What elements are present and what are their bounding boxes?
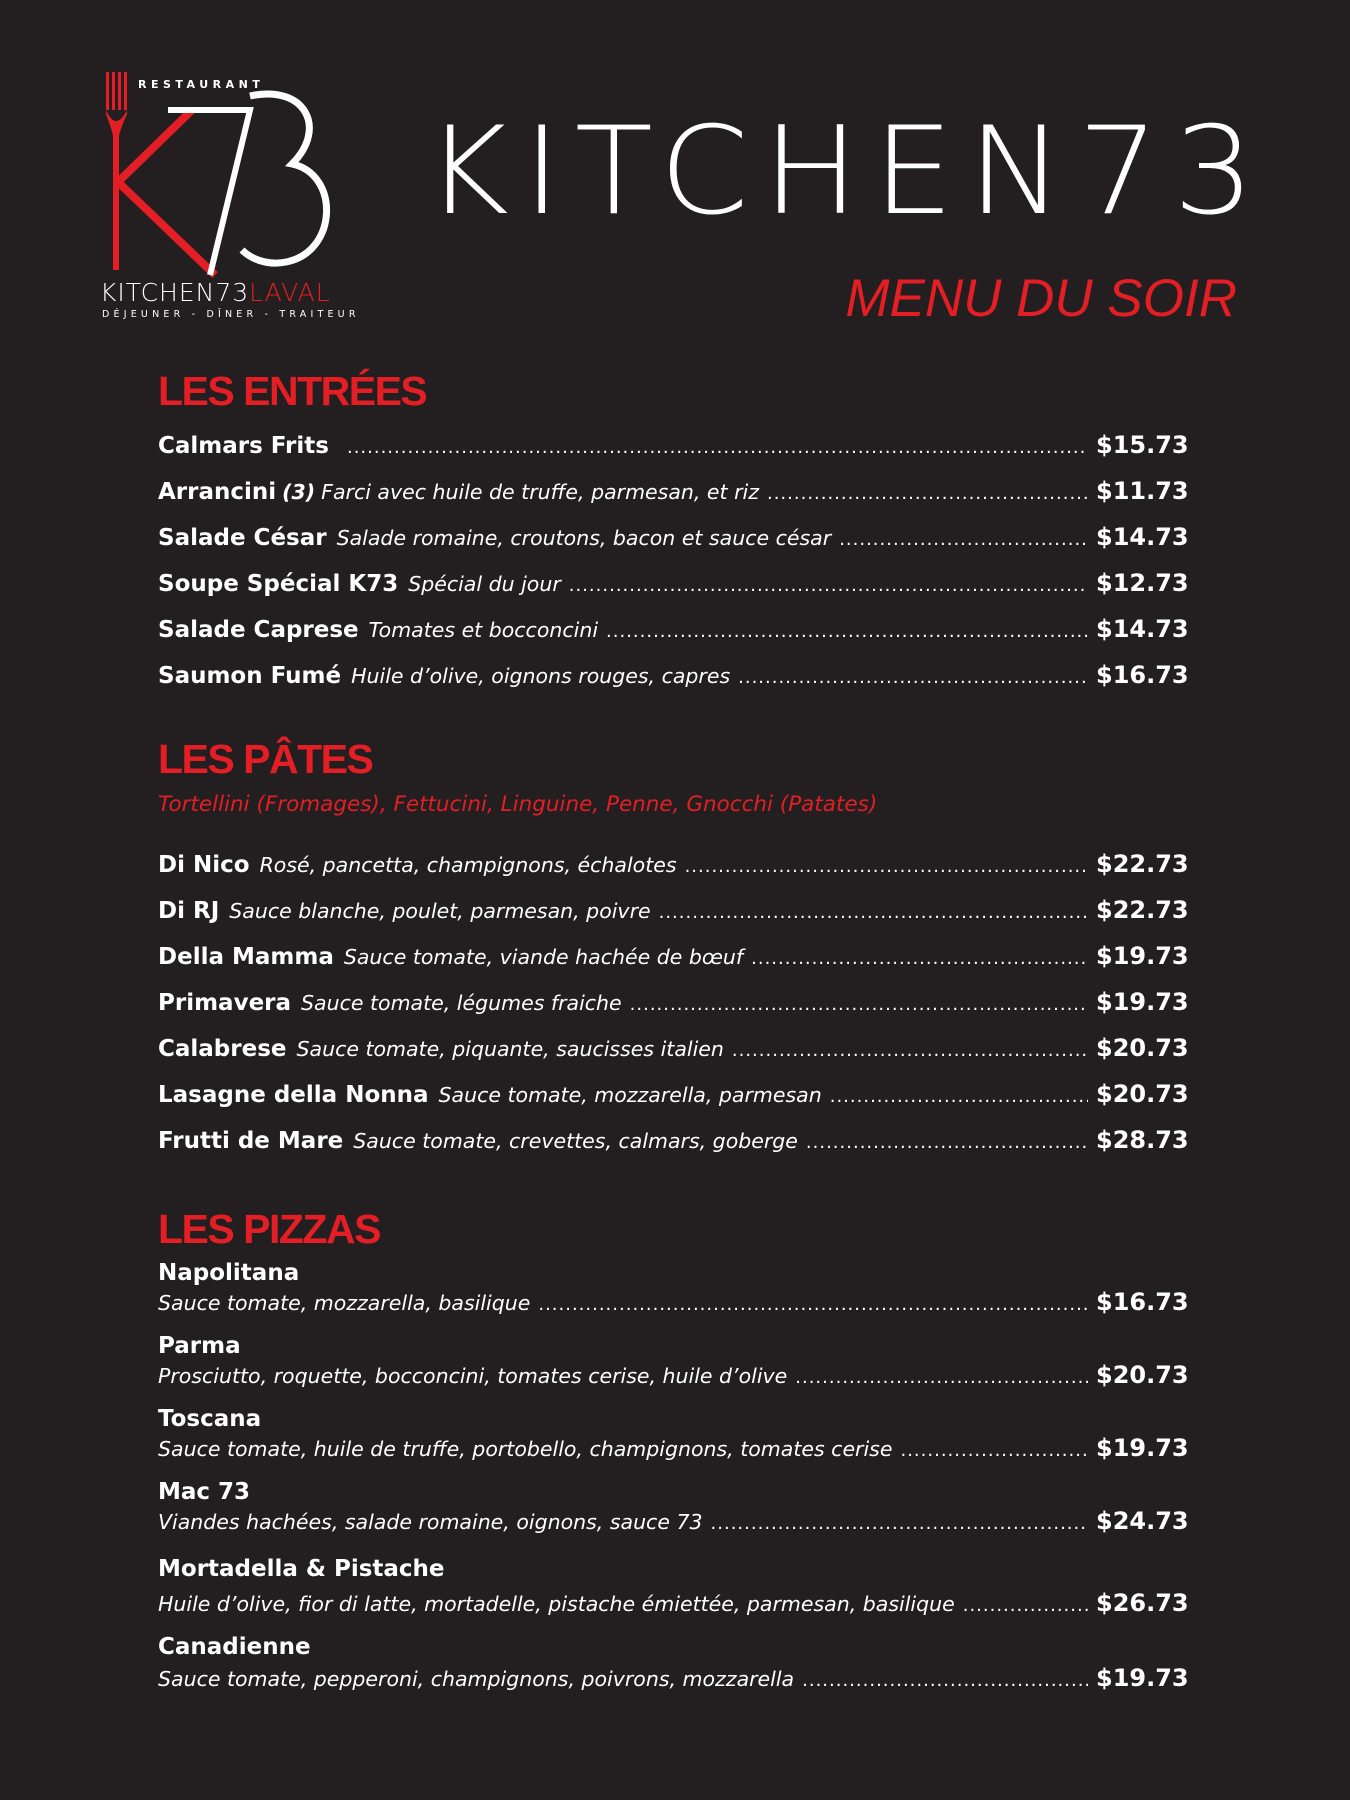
item-price: $20.73 bbox=[1096, 1034, 1189, 1062]
item-name: Calabrese bbox=[158, 1036, 287, 1062]
dot-leader bbox=[732, 1040, 1088, 1061]
menu-item bbox=[158, 1034, 1188, 1068]
item-desc: Farci avec huile de truffe, parmesan, et riz bbox=[321, 480, 759, 504]
menu-item bbox=[158, 477, 1188, 511]
pizza-detail-row bbox=[158, 1434, 1188, 1462]
item-name: Di Nico bbox=[158, 852, 250, 878]
item-price: $11.73 bbox=[1096, 477, 1189, 505]
pizza-detail-row bbox=[158, 1361, 1188, 1389]
item-price: $20.73 bbox=[1096, 1080, 1189, 1108]
item-price: $22.73 bbox=[1096, 896, 1189, 924]
dot-leader bbox=[767, 483, 1088, 504]
item-qty: (3) bbox=[282, 480, 316, 504]
dot-leader bbox=[839, 529, 1088, 550]
item-name: Saumon Fumé bbox=[158, 663, 342, 689]
menu-item bbox=[158, 1080, 1188, 1114]
item-name: Soupe Spécial K73 bbox=[158, 571, 399, 597]
pizza-name: Canadienne bbox=[158, 1634, 311, 1660]
pizza-name: Parma bbox=[158, 1333, 241, 1359]
item-name: Calmars Frits bbox=[158, 433, 329, 459]
item-price: $24.73 bbox=[1096, 1507, 1189, 1535]
item-desc: Huile d’olive, oignons rouges, capres bbox=[351, 664, 731, 688]
item-desc: Tomates et bocconcini bbox=[368, 618, 599, 642]
k73-monogram-icon bbox=[100, 70, 370, 280]
menu-item bbox=[158, 615, 1188, 649]
menu-item bbox=[158, 1126, 1188, 1160]
menu-item bbox=[158, 661, 1188, 695]
menu-item bbox=[158, 850, 1188, 884]
item-name: Arrancini bbox=[158, 479, 277, 505]
item-price: $16.73 bbox=[1096, 661, 1189, 689]
item-name: Lasagne della Nonna bbox=[158, 1082, 429, 1108]
dot-leader bbox=[538, 1294, 1088, 1315]
dot-leader bbox=[685, 856, 1088, 877]
section-title-pates: LES PÂTES bbox=[158, 736, 373, 782]
dot-leader bbox=[630, 994, 1088, 1015]
item-desc: Viandes hachées, salade romaine, oignons, sauce 73 bbox=[158, 1510, 703, 1534]
item-desc: Spécial du jour bbox=[408, 572, 561, 596]
item-desc: Huile d’olive, fior di latte, mortadelle, pistache émiettée, parmesan, basilique bbox=[158, 1592, 955, 1616]
item-price: $12.73 bbox=[1096, 569, 1189, 597]
pizza-name: Napolitana bbox=[158, 1260, 300, 1286]
item-desc: Salade romaine, croutons, bacon et sauce césar bbox=[336, 526, 832, 550]
dot-leader bbox=[347, 437, 1088, 458]
menu-item bbox=[158, 942, 1188, 976]
item-desc: Sauce tomate, crevettes, calmars, goberge bbox=[353, 1129, 798, 1153]
item-desc: Sauce tomate, mozzarella, basilique bbox=[158, 1291, 531, 1315]
item-name: Salade Caprese bbox=[158, 617, 359, 643]
item-price: $14.73 bbox=[1096, 615, 1189, 643]
dot-leader bbox=[900, 1440, 1088, 1461]
restaurant-logo bbox=[100, 70, 370, 330]
menu-item bbox=[158, 569, 1188, 603]
item-desc: Sauce tomate, légumes fraiche bbox=[301, 991, 622, 1015]
menu-item bbox=[158, 431, 1188, 465]
item-name: Primavera bbox=[158, 990, 292, 1016]
section-title-entrees: LES ENTRÉES bbox=[158, 368, 427, 414]
dot-leader bbox=[606, 621, 1088, 642]
item-price: $20.73 bbox=[1096, 1361, 1189, 1389]
menu-subtitle: MENU DU SOIR bbox=[845, 269, 1237, 328]
dot-leader bbox=[802, 1670, 1088, 1691]
dot-leader bbox=[659, 902, 1088, 923]
logo-restaurant-label: RESTAURANT bbox=[138, 78, 265, 91]
menu-item bbox=[158, 523, 1188, 557]
brand-title: KITCHEN73 bbox=[425, 100, 1269, 243]
item-price: $22.73 bbox=[1096, 850, 1189, 878]
item-price: $19.73 bbox=[1096, 1434, 1189, 1462]
item-desc: Prosciutto, roquette, bocconcini, tomates cerise, huile d’olive bbox=[158, 1364, 788, 1388]
pizza-name: Toscana bbox=[158, 1406, 262, 1432]
item-price: $26.73 bbox=[1096, 1589, 1189, 1617]
dot-leader bbox=[963, 1595, 1088, 1616]
logo-name-red: LAVAL bbox=[249, 278, 331, 307]
pasta-types-note: Tortellini (Fromages), Fettucini, Linguine, Penne, Gnocchi (Patates) bbox=[158, 792, 878, 817]
item-desc: Sauce tomate, viande hachée de bœuf bbox=[343, 945, 744, 969]
item-desc: Sauce tomate, huile de truffe, portobello, champignons, tomates cerise bbox=[158, 1437, 893, 1461]
pizza-detail-row bbox=[158, 1664, 1188, 1692]
item-name: Della Mamma bbox=[158, 944, 334, 970]
dot-leader bbox=[569, 575, 1088, 596]
dot-leader bbox=[711, 1513, 1088, 1534]
item-price: $19.73 bbox=[1096, 988, 1189, 1016]
dot-leader bbox=[806, 1132, 1088, 1153]
item-price: $15.73 bbox=[1096, 431, 1189, 459]
dot-leader bbox=[830, 1086, 1088, 1107]
item-price: $19.73 bbox=[1096, 1664, 1189, 1692]
item-price: $14.73 bbox=[1096, 523, 1189, 551]
pizza-name: Mortadella & Pistache bbox=[158, 1556, 445, 1582]
item-price: $19.73 bbox=[1096, 942, 1189, 970]
logo-name-white: KITCHEN73 bbox=[100, 278, 250, 307]
item-name: Di RJ bbox=[158, 898, 220, 924]
item-name: Frutti de Mare bbox=[158, 1128, 344, 1154]
dot-leader bbox=[795, 1367, 1088, 1388]
item-price: $28.73 bbox=[1096, 1126, 1189, 1154]
logo-name bbox=[100, 278, 370, 307]
item-name: Salade César bbox=[158, 525, 327, 551]
pizza-detail-row bbox=[158, 1589, 1188, 1617]
item-desc: Sauce tomate, mozzarella, parmesan bbox=[438, 1083, 822, 1107]
item-price: $16.73 bbox=[1096, 1288, 1189, 1316]
pizza-detail-row bbox=[158, 1288, 1188, 1316]
menu-item bbox=[158, 896, 1188, 930]
pizza-detail-row bbox=[158, 1507, 1188, 1535]
item-desc: Sauce tomate, piquante, saucisses italien bbox=[296, 1037, 724, 1061]
item-desc: Sauce tomate, pepperoni, champignons, poivrons, mozzarella bbox=[158, 1667, 795, 1691]
dot-leader bbox=[751, 948, 1088, 969]
section-title-pizzas: LES PIZZAS bbox=[158, 1206, 380, 1252]
pizza-name: Mac 73 bbox=[158, 1479, 251, 1505]
menu-item bbox=[158, 988, 1188, 1022]
logo-tagline: DÉJEUNER - DÎNER - TRAITEUR bbox=[102, 309, 360, 320]
item-desc: Sauce blanche, poulet, parmesan, poivre bbox=[229, 899, 651, 923]
dot-leader bbox=[738, 667, 1088, 688]
item-desc: Rosé, pancetta, champignons, échalotes bbox=[259, 853, 677, 877]
